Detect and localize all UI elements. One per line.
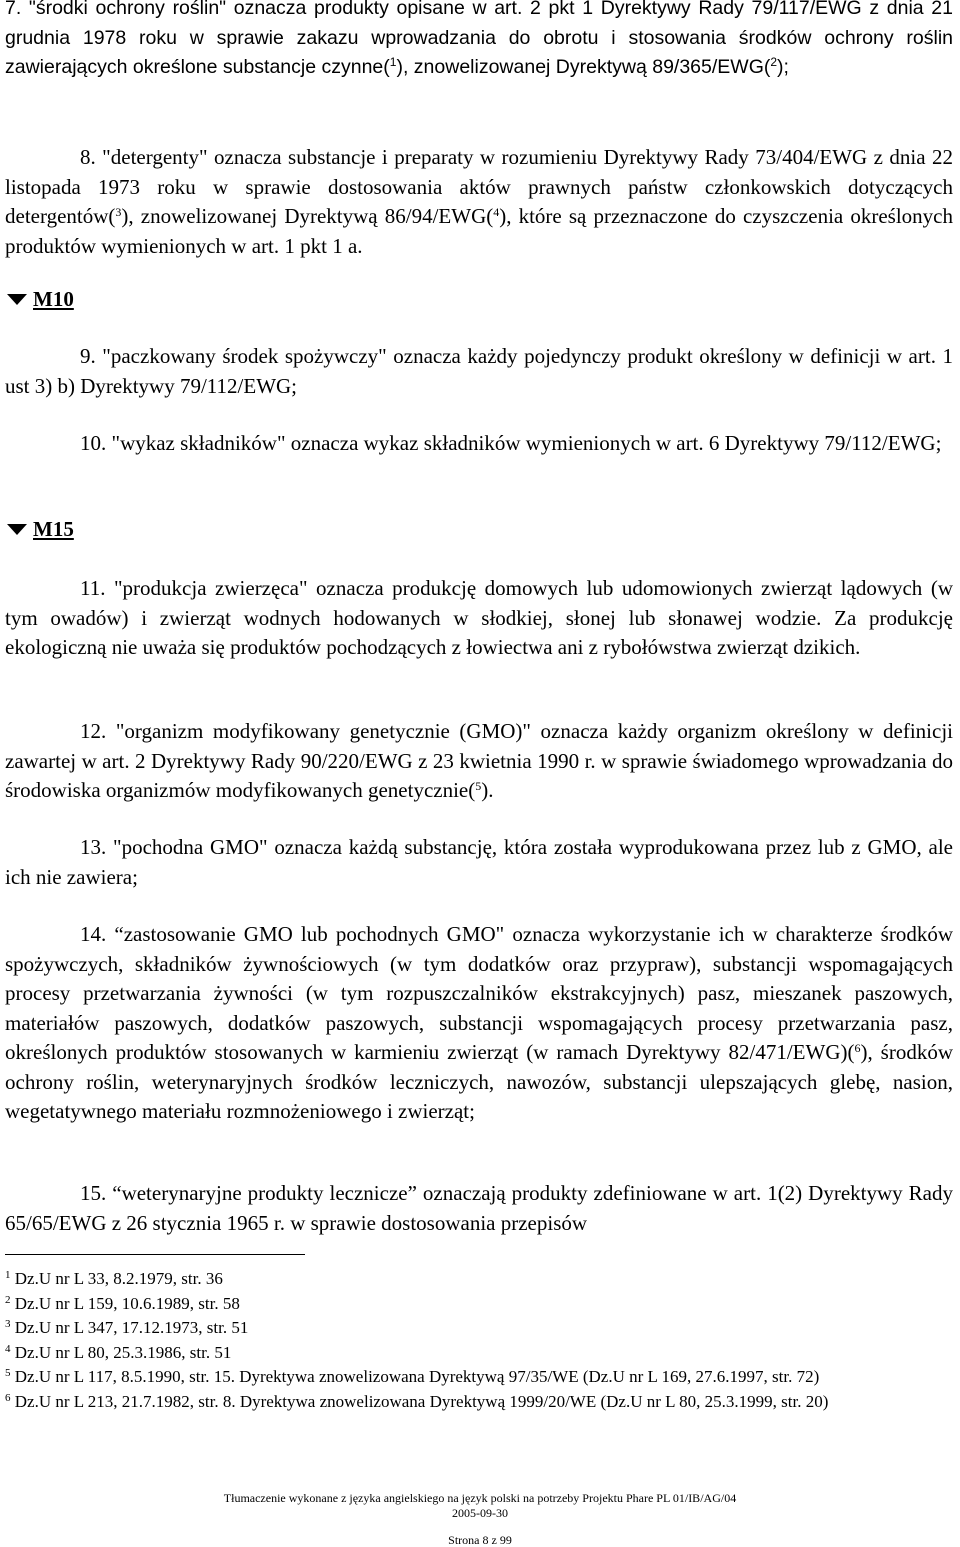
- definition-15-text: 15. “weterynaryjne produkty lecznicze” oznaczają produkty zdefiniowane w art. 1(2) Dyrektywy Rady 65/65/EWG z 26 stycznia 1965 r. w sprawie dostosowania przepisów: [5, 1181, 953, 1235]
- page-footer-date: 2005-09-30: [452, 1506, 508, 1520]
- footnote-number: 3: [5, 1318, 11, 1330]
- footnote-number: 6: [5, 1391, 11, 1404]
- definition-12: [5, 717, 953, 806]
- amendment-marker-m10[interactable]: [7, 287, 74, 312]
- footnotes: [5, 1267, 953, 1414]
- definition-13-text: 13. "pochodna GMO" oznacza każdą substancję, która została wyprodukowana przez lub z GMO, ale ich nie zawiera;: [5, 835, 953, 889]
- triangle-down-icon: [7, 524, 27, 535]
- definition-11: [5, 574, 953, 663]
- definition-14-text: 14. “zastosowanie GMO lub pochodnych GMO" oznacza wykorzystanie ich w charakterze środków spożywczych, składników żywnościowych (w tym dodatków oraz przypraw), substancji wspomagających procesy przetwarzania żywności (w tym rozpuszczalników ekstrakcyjnych) pasz, mieszanek paszowych, materiałów paszowych, dodatków paszowych, substancji wspomagających procesy przetwarzania pasz, określonych produktów stosowanych w karmieniu zwierząt (w ramach Dyrektywy 82/471/EWG)(: [5, 922, 953, 1064]
- amendment-label-m15[interactable]: M15: [33, 517, 74, 541]
- amendment-marker-m15[interactable]: [7, 517, 74, 542]
- definition-9-text: 9. "paczkowany środek spożywczy" oznacza każdy pojedynczy produkt określony w definicji w art. 1 ust 3) b) Dyrektywy 79/112/EWG;: [5, 344, 953, 398]
- footnote-1: [5, 1267, 953, 1292]
- footnote-text: Dz.U nr L 80, 25.3.1986, str. 51: [14, 1342, 232, 1362]
- footnote-number: 5: [5, 1367, 11, 1379]
- footnote-number: 2: [5, 1293, 11, 1306]
- definition-8-text: 8. "detergenty" oznacza substancje i preparaty w rozumieniu Dyrektywy Rady 73/404/EWG z dnia 22 listopada 1973 roku w sprawie dostosowania aktów prawnych państw członkowskich dotyczących detergentów(: [5, 145, 953, 228]
- definition-8: [5, 143, 953, 261]
- footnote-ref-3[interactable]: 3: [115, 205, 122, 219]
- footnote-separator: [5, 1254, 305, 1255]
- footnote-text: Dz.U nr L 213, 21.7.1982, str. 8. Dyrektywa znowelizowana Dyrektywą 1999/20/WE (Dz.U nr L 80, 25.3.1999, str. 20): [14, 1391, 829, 1411]
- footnote-2: [5, 1292, 953, 1317]
- footnote-ref-1[interactable]: 1: [389, 55, 397, 69]
- triangle-down-icon: [7, 294, 27, 305]
- definition-14: [5, 920, 953, 1127]
- footnote-ref-2[interactable]: 2: [770, 55, 778, 69]
- footnote-6: [5, 1390, 953, 1415]
- definition-9: [5, 342, 953, 401]
- definition-12-text: 12. "organizm modyfikowany genetycznie (GMO)" oznacza każdy organizm określony w definicji zawartej w art. 2 Dyrektywy Rady 90/220/EWG z 23 kwietnia 1990 r. w sprawie świadomego wprowadzania do środowiska organizmów modyfikowanych genetycznie(: [5, 719, 953, 802]
- footnote-5: [5, 1365, 953, 1390]
- footnote-ref-5[interactable]: 5: [475, 779, 482, 793]
- definition-12-text-b: ).: [481, 778, 494, 802]
- footnote-ref-6[interactable]: 6: [854, 1041, 861, 1055]
- definition-7-text: 7. "środki ochrony roślin" oznacza produkty opisane w art. 2 pkt 1 Dyrektywy Rady 79/117/EWG z dnia 21 grudnia 1978 roku w sprawie zakazu wprowadzania do obrotu i stosowania środków ochrony roślin zawierających określone substancje czynne(: [5, 0, 953, 78]
- footnote-text: Dz.U nr L 33, 8.2.1979, str. 36: [14, 1269, 223, 1288]
- definition-7-text-b: ), znowelizowanej Dyrektywą 89/365/EWG(: [396, 56, 771, 78]
- footnote-text: Dz.U nr L 159, 10.6.1989, str. 58: [14, 1293, 240, 1313]
- definition-10-text: 10. "wykaz składników" oznacza wykaz składników wymienionych w art. 6 Dyrektywy 79/112/EWG;: [80, 431, 942, 455]
- definition-14-text-b: ), środków ochrony roślin, weterynaryjnych środków leczniczych, nawozów, substancji ulepszających glebę, nasion, wegetatywnego materiału rozmnożeniowego i zwierząt;: [5, 1040, 954, 1123]
- page-footer-translation-note: Tłumaczenie wykonane z języka angielskiego na język polski na potrzeby Projektu Phare PL 01/IB/AG/04: [223, 1491, 737, 1505]
- footnote-number: 4: [5, 1342, 11, 1355]
- definition-15: [5, 1179, 953, 1238]
- definition-7: [5, 0, 953, 83]
- definition-10: [5, 429, 953, 459]
- footnote-number: 1: [5, 1269, 11, 1281]
- definition-13: [5, 833, 953, 892]
- definition-7-text-c: );: [777, 56, 789, 78]
- footnote-text: Dz.U nr L 347, 17.12.1973, str. 51: [14, 1318, 249, 1337]
- definition-11-text: 11. "produkcja zwierzęca" oznacza produkcję domowych lub udomowionych zwierząt lądowych (w tym owadów) i zwierząt wodnych hodowanych w słodkiej, słonej lub słonawej wodzie. Za produkcję ekologiczną nie uważa się produktów pochodzących z łowiectwa ani z rybołówstwa zwierząt dzikich.: [5, 576, 953, 659]
- footnote-text: Dz.U nr L 117, 8.5.1990, str. 15. Dyrektywa znowelizowana Dyrektywą 97/35/WE (Dz.U nr L 169, 27.6.1997, str. 72): [14, 1367, 820, 1386]
- definition-8-text-c: ), które są przeznaczone do czyszczenia określonych produktów wymienionych w art. 1 pkt 1 a.: [5, 204, 953, 258]
- footnote-ref-4[interactable]: 4: [493, 205, 500, 219]
- page-number: Strona 8 z 99: [448, 1533, 512, 1547]
- amendment-label-m10[interactable]: M10: [33, 287, 74, 311]
- footnote-3: [5, 1316, 953, 1341]
- definition-8-text-b: ), znowelizowanej Dyrektywą 86/94/EWG(: [121, 204, 494, 228]
- footnote-4: [5, 1341, 953, 1366]
